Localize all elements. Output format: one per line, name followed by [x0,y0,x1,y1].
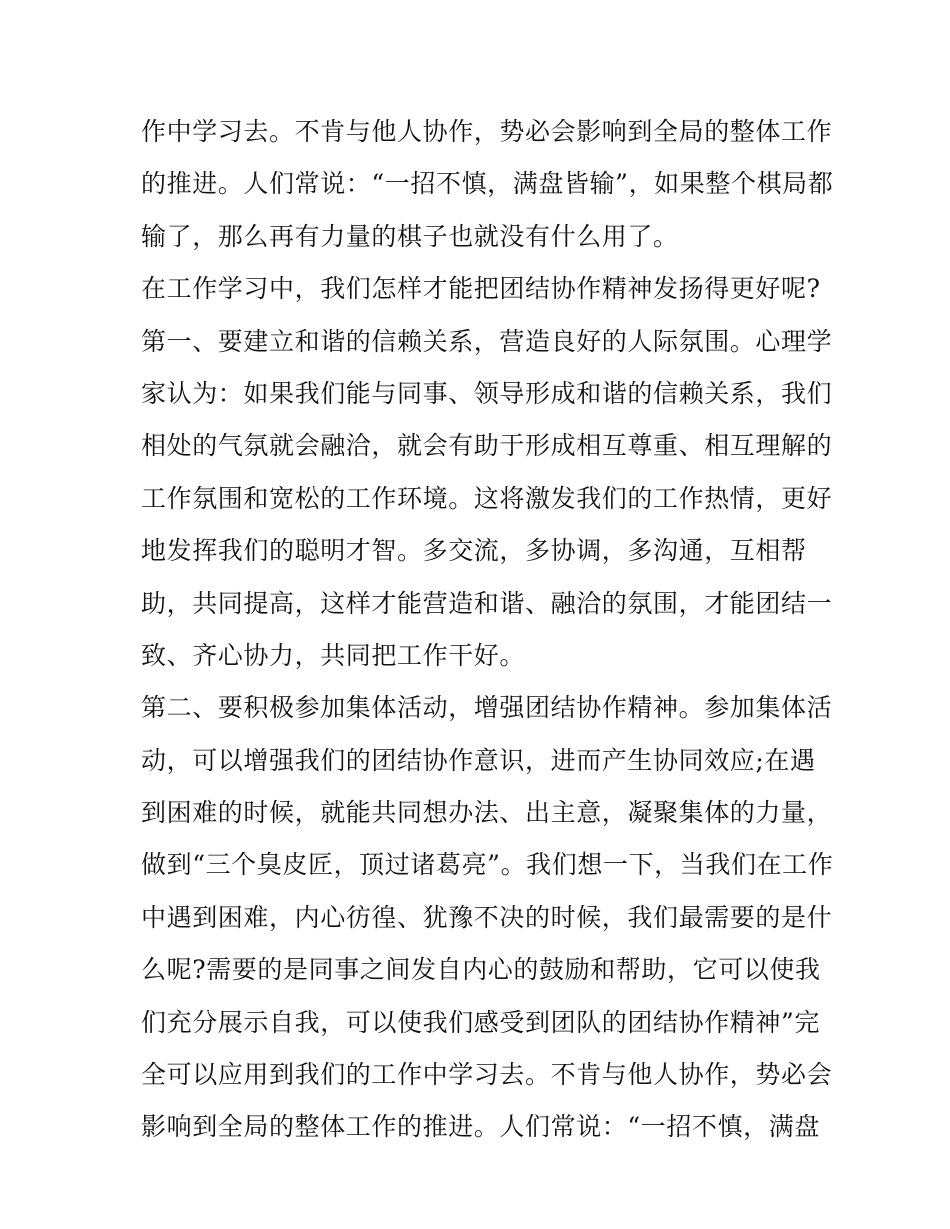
text-line: 工作氛围和宽松的工作环境。这将激发我们的工作热情，更好 [141,483,833,513]
text-line: 全可以应用到我们的工作中学习去。不肯与他人协作，势必会 [141,1060,833,1090]
text-line: 作中学习去。不肯与他人协作，势必会影响到全局的整体工作 [141,117,833,146]
text-line: 输了，那么再有力量的棋子也就没有什么用了。 [141,221,679,251]
text-line: 中遇到困难，内心彷徨、犹豫不决的时候，我们最需要的是什 [141,902,833,932]
text-line: 第二、要积极参加集体活动，增强团结协作精神。参加集体活 [141,693,833,723]
body-text [141,106,834,1154]
text-line: 致、齐心协力，共同把工作干好。 [141,640,526,670]
text-line: 动，可以增强我们的团结协作意识，进而产生协同效应;在遇 [141,745,816,775]
text-line: 影响到全局的整体工作的推进。人们常说：“一招不慎，满盘 [141,1112,820,1142]
text-line: 第一、要建立和谐的信赖关系，营造良好的人际氛围。心理学 [141,326,833,356]
text-line: 相处的气氛就会融洽，就会有助于形成相互尊重、相互理解的 [141,431,833,461]
text-line: 做到“三个臭皮匠，顶过诸葛亮”。我们想一下，当我们在工作 [141,850,834,880]
text-line: 助，共同提高，这样才能营造和谐、融洽的氛围，才能团结一 [141,588,833,618]
text-line: 的推进。人们常说：“一招不慎，满盘皆输”，如果整个棋局都 [141,169,834,199]
text-line: 地发挥我们的聪明才智。多交流，多协调，多沟通，互相帮 [141,536,807,566]
text-line: 到困难的时候，就能共同想办法、出主意，凝聚集体的力量， [141,798,833,828]
text-line: 么呢?需要的是同事之间发自内心的鼓励和帮助，它可以使我 [141,955,821,985]
text-line: 在工作学习中，我们怎样才能把团结协作精神发扬得更好呢? [141,274,821,304]
text-line: 们充分展示自我，可以使我们感受到团队的团结协作精神”完 [141,1007,820,1037]
text-line: 家认为：如果我们能与同事、领导形成和谐的信赖关系，我们 [141,378,833,408]
